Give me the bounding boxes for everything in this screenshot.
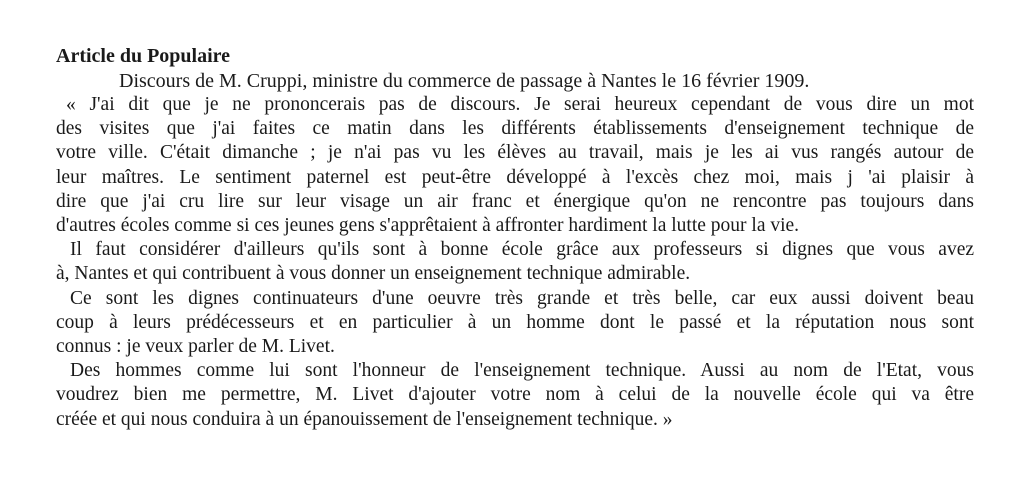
text-line: votre ville. C'était dimanche ; je n'ai pas vu les élèves au travail, mais je les ai vus rangés autour de (56, 142, 974, 164)
text-line: dire que j'ai cru lire sur leur visage un air franc et énergique qu'on ne rencontre pas toujours dans (56, 190, 974, 212)
text-line: « J'ai dit que je ne prononcerais pas de discours. Je serai heureux cependant de vous dire un mot (66, 94, 974, 115)
paragraph-4 (56, 359, 974, 432)
text-line: des visites que j'ai faites ce matin dans les différents établissements d'enseignement technique de (56, 118, 974, 140)
article-subtitle: Discours de M. Cruppi, ministre du commerce de passage à Nantes le 16 février 1909. (119, 70, 810, 92)
paragraph-2 (56, 238, 974, 286)
paragraph-3 (56, 287, 974, 360)
text-line: d'autres écoles comme si ces jeunes gens s'apprêtaient à affronter hardiment la lutte pour la vie. (56, 215, 800, 237)
article-title: Article du Populaire (56, 45, 231, 67)
text-line: créée et qui nous conduira à un épanouissement de l'enseignement technique. » (56, 408, 673, 430)
article-page (56, 44, 974, 432)
text-line: à, Nantes et qui contribuent à vous donner un enseignement technique admirable. (56, 263, 691, 285)
text-line: Il faut considérer d'ailleurs qu'ils sont à bonne école grâce aux professeurs si dignes que vous avez (70, 239, 974, 261)
text-line: Ce sont les dignes continuateurs d'une oeuvre très grande et très belle, car eux aussi doivent beau (70, 287, 974, 309)
text-line: voudrez bien me permettre, M. Livet d'ajouter votre nom à celui de la nouvelle école qui va être (56, 384, 974, 406)
text-line: Des hommes comme lui sont l'honneur de l'enseignement technique. Aussi au nom de l'Etat, vous (70, 360, 974, 382)
text-line: connus : je veux parler de M. Livet. (56, 336, 335, 358)
paragraph-1 (56, 93, 974, 238)
text-line: leur maîtres. Le sentiment paternel est peut-être développé à l'excès chez moi, mais j 'ai plaisir à (56, 166, 974, 188)
text-line: coup à leurs prédécesseurs et en particulier à un homme dont le passé et la réputation nous sont (56, 311, 974, 333)
